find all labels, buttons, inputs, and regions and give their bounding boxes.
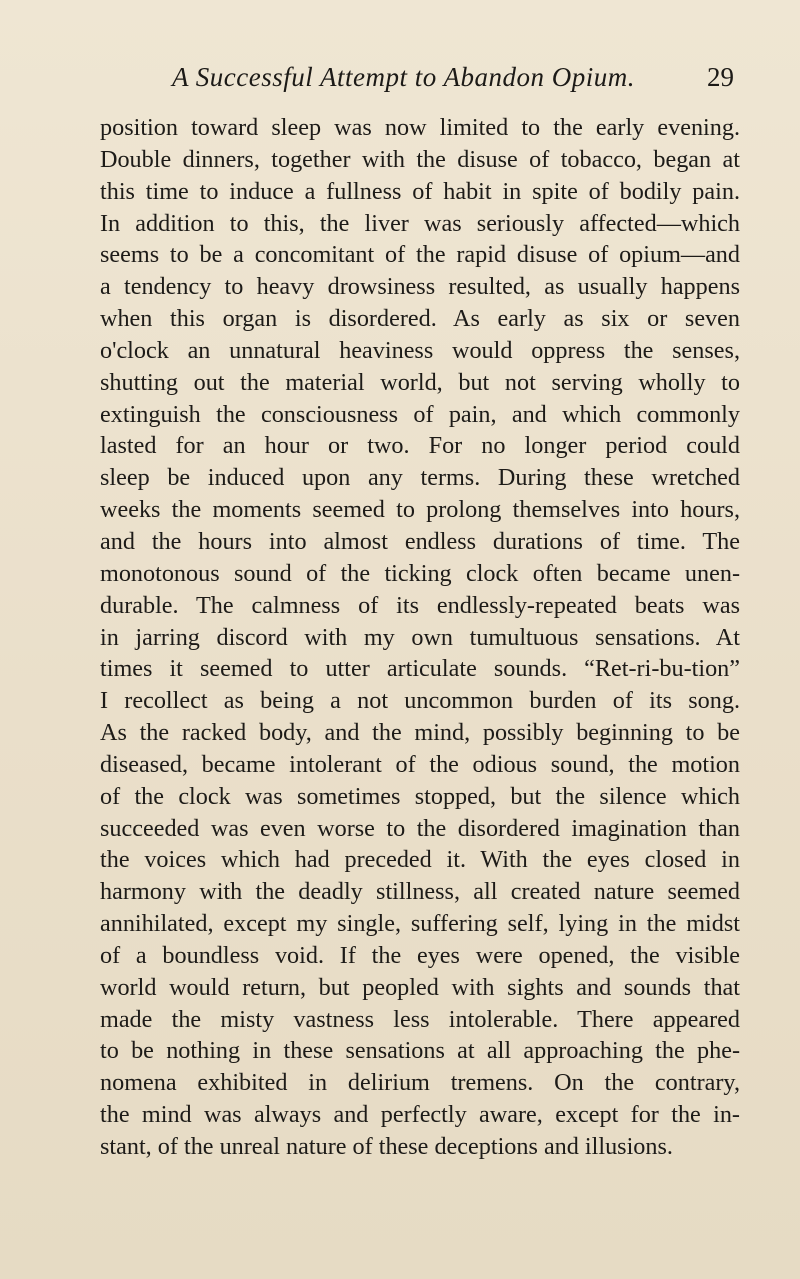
text-line: when this organ is disordered. As early as six or seven bbox=[100, 305, 740, 333]
text-line: monotonous sound of the ticking clock often became unen- bbox=[100, 559, 740, 587]
text-line: durable. The calmness of its endlessly-repeated beats was bbox=[100, 591, 740, 619]
text-line: stant, of the unreal nature of these deceptions and illusions. bbox=[100, 1133, 673, 1160]
text-line: to be nothing in these sensations at all approaching the phe- bbox=[100, 1037, 740, 1065]
text-line: annihilated, except my single, suffering self, lying in the midst bbox=[100, 910, 740, 938]
text-line: world would return, but peopled with sights and sounds that bbox=[100, 973, 740, 1001]
text-line: harmony with the deadly stillness, all created nature seemed bbox=[100, 878, 740, 906]
text-line: in jarring discord with my own tumultuous sensations. At bbox=[100, 623, 740, 651]
text-line: of a boundless void. If the eyes were opened, the visible bbox=[100, 941, 740, 969]
text-line: seems to be a concomitant of the rapid disuse of opium—and bbox=[100, 241, 740, 269]
text-line: times it seemed to utter articulate sounds. “Ret-ri-bu-tion” bbox=[100, 655, 740, 683]
text-line: shutting out the material world, but not serving wholly to bbox=[100, 368, 740, 396]
text-line: extinguish the consciousness of pain, and which commonly bbox=[100, 400, 740, 428]
text-line: position toward sleep was now limited to the early evening. bbox=[100, 114, 740, 141]
text-line: Double dinners, together with the disuse of tobacco, began at bbox=[100, 145, 740, 173]
text-line: the mind was always and perfectly aware, except for the in- bbox=[100, 1101, 740, 1129]
text-line: sleep be induced upon any terms. During these wretched bbox=[100, 464, 740, 492]
text-line: In addition to this, the liver was seriously affected—which bbox=[100, 209, 740, 237]
text-line: weeks the moments seemed to prolong themselves into hours, bbox=[100, 496, 740, 524]
text-line: As the racked body, and the mind, possibly beginning to be bbox=[100, 719, 740, 747]
text-line: nomena exhibited in delirium tremens. On the contrary, bbox=[100, 1069, 740, 1097]
text-line: of the clock was sometimes stopped, but the silence which bbox=[100, 782, 740, 810]
text-line: and the hours into almost endless durations of time. The bbox=[100, 527, 740, 555]
text-line: o'clock an unnatural heaviness would oppress the senses, bbox=[100, 336, 740, 364]
text-line: a tendency to heavy drowsiness resulted, as usually happens bbox=[100, 273, 740, 301]
running-title: A Successful Attempt to Abandon Opium. bbox=[172, 62, 635, 92]
running-head bbox=[100, 62, 740, 102]
text-line: this time to induce a fullness of habit in spite of bodily pain. bbox=[100, 177, 740, 205]
text-line: succeeded was even worse to the disordered imagination than bbox=[100, 814, 740, 842]
body-text bbox=[100, 112, 740, 1163]
page-number: 29 bbox=[707, 62, 734, 92]
text-line: lasted for an hour or two. For no longer period could bbox=[100, 432, 740, 460]
text-line: I recollect as being a not uncommon burden of its song. bbox=[100, 687, 740, 715]
text-line: diseased, became intolerant of the odious sound, the motion bbox=[100, 750, 740, 778]
text-line: made the misty vastness less intolerable. There appeared bbox=[100, 1005, 740, 1033]
text-line: the voices which had preceded it. With the eyes closed in bbox=[100, 846, 740, 874]
